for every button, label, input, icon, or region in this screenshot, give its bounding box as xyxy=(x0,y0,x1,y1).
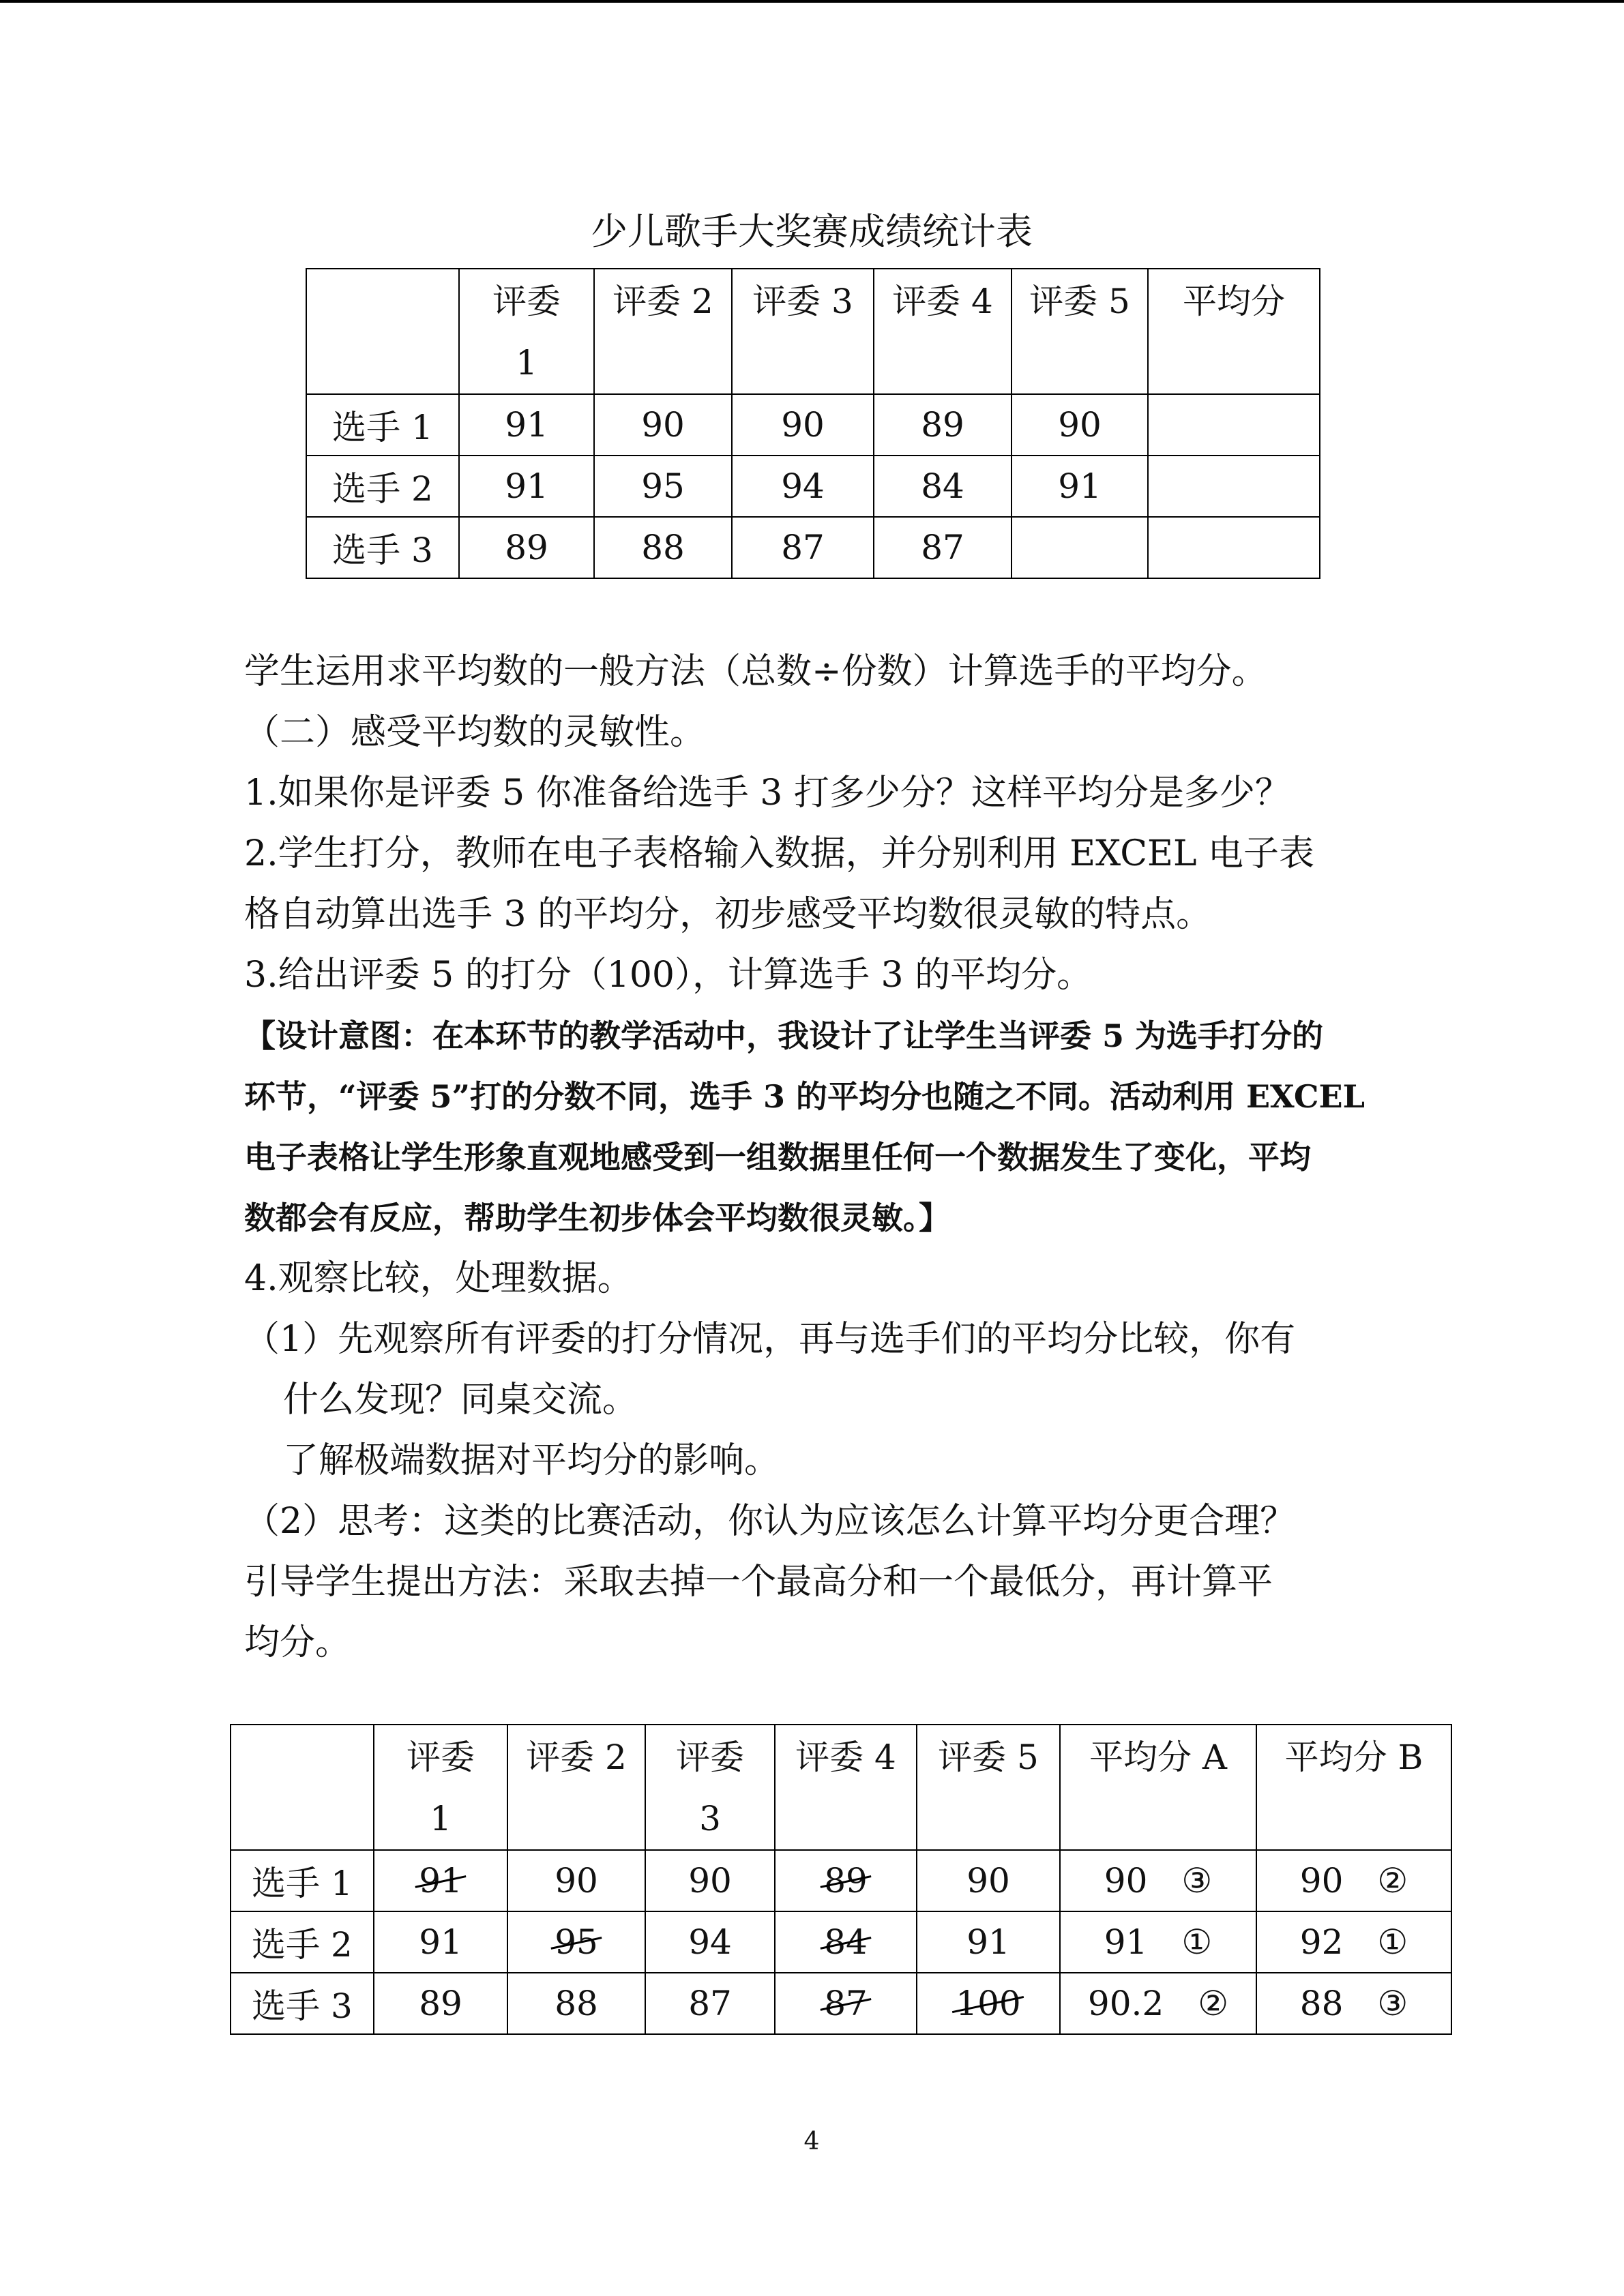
average-a-cell xyxy=(1060,1850,1256,1911)
average-value: 91 xyxy=(1104,1922,1148,1962)
table2-header-cell: 评委 1 xyxy=(374,1725,507,1850)
average-b-cell xyxy=(1256,1973,1451,2034)
struck-score: 89 xyxy=(824,1861,868,1900)
struck-score: 84 xyxy=(824,1922,868,1962)
score-cell xyxy=(645,1911,775,1973)
substep-1-line-1: （1）先观察所有评委的打分情况，再与选手们的平均分比较，你有 xyxy=(244,1319,1296,1360)
score-cell xyxy=(374,1911,507,1973)
table1-header-cell xyxy=(306,269,459,394)
table1-header-cell: 平均分 xyxy=(1148,269,1320,394)
rank-badge: ① xyxy=(1181,1922,1213,1962)
step-4: 4.观察比较，处理数据。 xyxy=(244,1258,633,1299)
design-intent-line-1: 【设计意图：在本环节的教学活动中，我设计了让学生当评委 5 为选手打分的 xyxy=(244,1017,1324,1054)
table2-header-cell: 平均分 B xyxy=(1256,1725,1451,1850)
struck-score: 95 xyxy=(555,1922,598,1962)
score-value: 90 xyxy=(688,1861,732,1900)
table1-title: 少儿歌手大奖赛成绩统计表 xyxy=(591,210,1033,253)
table2-header-cell: 评委 3 xyxy=(645,1725,775,1850)
table-row xyxy=(306,456,1320,517)
score-table-2 xyxy=(230,1724,1452,2035)
rank-badge: ② xyxy=(1377,1861,1408,1900)
method-line-2: 均分。 xyxy=(244,1622,351,1663)
table-cell: 84 xyxy=(874,456,1012,517)
table-row xyxy=(231,1973,1451,2034)
average-a-cell xyxy=(1060,1973,1256,2034)
table1-header-cell: 评委 2 xyxy=(594,269,732,394)
average-value: 92 xyxy=(1299,1922,1344,1962)
table1-header-cell: 评委 5 xyxy=(1012,269,1148,394)
table-cell xyxy=(1148,517,1320,578)
score-cell xyxy=(645,1850,775,1911)
table-cell: 87 xyxy=(732,517,874,578)
average-a-cell xyxy=(1060,1911,1256,1973)
score-value: 91 xyxy=(966,1922,1010,1962)
page-number: 4 xyxy=(803,2128,820,2156)
struck-score: 100 xyxy=(956,1984,1021,2023)
score-value: 87 xyxy=(688,1984,732,2023)
table1-header-cell: 评委 3 xyxy=(732,269,874,394)
score-value: 94 xyxy=(688,1922,732,1962)
score-value: 88 xyxy=(555,1984,598,2023)
score-cell xyxy=(775,1911,917,1973)
rank-badge: ② xyxy=(1198,1984,1229,2023)
score-cell xyxy=(507,1973,645,2034)
score-value: 91 xyxy=(419,1922,462,1962)
table-cell: 90 xyxy=(732,394,874,456)
score-cell xyxy=(374,1973,507,2034)
substep-1-line-2: 什么发现？同桌交流。 xyxy=(283,1380,638,1420)
score-value: 90 xyxy=(555,1861,598,1900)
score-cell xyxy=(775,1973,917,2034)
contestant-label: 选手 3 xyxy=(231,1973,374,2034)
section-heading-2: （二）感受平均数的灵敏性。 xyxy=(244,712,706,753)
table-cell: 87 xyxy=(874,517,1012,578)
table-cell xyxy=(1148,394,1320,456)
table2-header-row xyxy=(231,1725,1451,1850)
table-cell: 95 xyxy=(594,456,732,517)
table1-header-cell: 评委 1 xyxy=(459,269,594,394)
table1-header-cell: 评委 4 xyxy=(874,269,1012,394)
contestant-label: 选手 2 xyxy=(231,1911,374,1973)
table-row xyxy=(231,1850,1451,1911)
average-b-cell xyxy=(1256,1850,1451,1911)
struck-score: 87 xyxy=(824,1984,868,2023)
average-value: 90 xyxy=(1299,1861,1344,1900)
score-cell xyxy=(645,1973,775,2034)
score-value: 89 xyxy=(419,1984,462,2023)
page-top-border xyxy=(0,0,1624,3)
average-value: 88 xyxy=(1299,1984,1344,2023)
table-row xyxy=(306,517,1320,578)
table-cell xyxy=(1148,456,1320,517)
struck-score: 91 xyxy=(419,1861,462,1900)
average-b-cell xyxy=(1256,1911,1451,1973)
table-cell: 选手 2 xyxy=(306,456,459,517)
contestant-label: 选手 1 xyxy=(231,1850,374,1911)
score-cell xyxy=(917,1973,1060,2034)
table-cell: 91 xyxy=(459,394,594,456)
score-cell xyxy=(507,1911,645,1973)
step-3: 3.给出评委 5 的打分（100），计算选手 3 的平均分。 xyxy=(244,955,1093,996)
score-cell xyxy=(917,1850,1060,1911)
table1-header-row xyxy=(306,269,1320,394)
design-intent-line-4: 数都会有反应，帮助学生初步体会平均数很灵敏。】 xyxy=(244,1199,950,1236)
extreme-data-note: 了解极端数据对平均分的影响。 xyxy=(283,1440,780,1481)
rank-badge: ③ xyxy=(1377,1984,1408,2023)
paragraph-method: 学生运用求平均数的一般方法（总数÷份数）计算选手的平均分。 xyxy=(244,651,1267,692)
table-cell: 89 xyxy=(874,394,1012,456)
table-cell: 选手 3 xyxy=(306,517,459,578)
score-cell xyxy=(374,1850,507,1911)
average-value: 90.2 xyxy=(1087,1984,1164,2023)
table-cell: 91 xyxy=(1012,456,1148,517)
score-cell xyxy=(775,1850,917,1911)
score-value: 90 xyxy=(966,1861,1010,1900)
table-cell xyxy=(1012,517,1148,578)
rank-badge: ① xyxy=(1377,1922,1408,1962)
table-cell: 91 xyxy=(459,456,594,517)
table2-header-cell: 评委 5 xyxy=(917,1725,1060,1850)
table-cell: 94 xyxy=(732,456,874,517)
step-2-line-2: 格自动算出选手 3 的平均分，初步感受平均数很灵敏的特点。 xyxy=(244,894,1212,935)
method-line-1: 引导学生提出方法：采取去掉一个最高分和一个最低分，再计算平 xyxy=(244,1562,1273,1602)
score-cell xyxy=(507,1850,645,1911)
table-cell: 88 xyxy=(594,517,732,578)
table2-header-cell: 评委 2 xyxy=(507,1725,645,1850)
average-value: 90 xyxy=(1104,1861,1148,1900)
table-cell: 90 xyxy=(594,394,732,456)
table-cell: 90 xyxy=(1012,394,1148,456)
design-intent-line-3: 电子表格让学生形象直观地感受到一组数据里任何一个数据发生了变化，平均 xyxy=(244,1139,1311,1176)
table2-header-cell: 平均分 A xyxy=(1060,1725,1256,1850)
table2-header-cell: 评委 4 xyxy=(775,1725,917,1850)
table-row xyxy=(231,1911,1451,1973)
substep-2: （2）思考：这类的比赛活动，你认为应该怎么计算平均分更合理？ xyxy=(244,1501,1296,1542)
table-row xyxy=(306,394,1320,456)
rank-badge: ③ xyxy=(1181,1861,1213,1900)
score-table-1 xyxy=(306,268,1320,579)
step-1: 1.如果你是评委 5 你准备给选手 3 打多少分？这样平均分是多少？ xyxy=(244,773,1290,814)
design-intent-line-2: 环节，“评委 5”打的分数不同，选手 3 的平均分也随之不同。活动利用 EXCEL xyxy=(244,1078,1365,1115)
table2-header-cell xyxy=(231,1725,374,1850)
table-cell: 89 xyxy=(459,517,594,578)
score-cell xyxy=(917,1911,1060,1973)
step-2-line-1: 2.学生打分，教师在电子表格输入数据，并分别利用 EXCEL 电子表 xyxy=(244,833,1315,874)
table-cell: 选手 1 xyxy=(306,394,459,456)
